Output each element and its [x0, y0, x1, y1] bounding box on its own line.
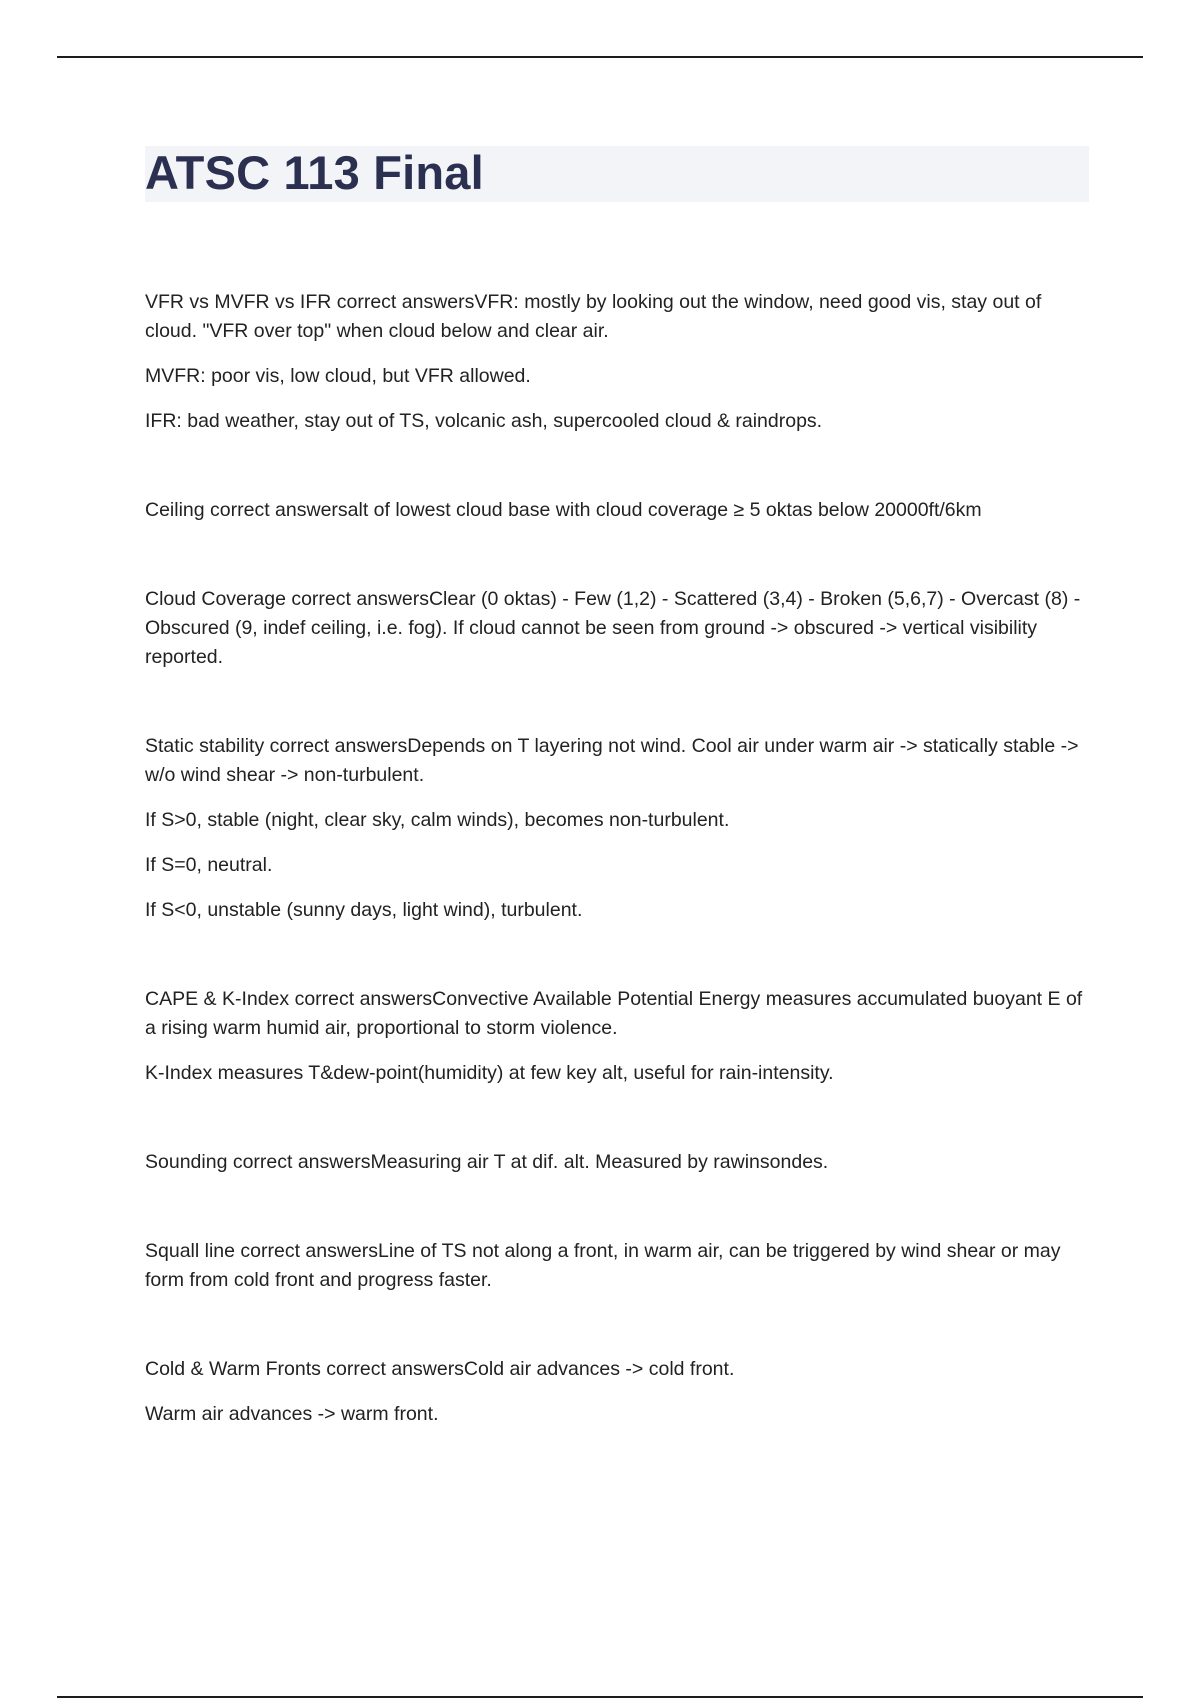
- paragraph: CAPE & K-Index correct answersConvective Available Potential Energy measures accumulated buoyant E of a rising warm humid air, proportional to storm violence.: [145, 988, 1083, 1039]
- document-title: ATSC 113 Final: [145, 146, 484, 199]
- footer-rule: [57, 1696, 1143, 1698]
- paragraph: Cloud Coverage correct answersClear (0 oktas) - Few (1,2) - Scattered (3,4) - Broken (5,6,7) - Overcast (8) - Obscured (9, indef ceiling, i.e. fog). If cloud cannot be seen from ground -> obscured -> vertical visibility reported.: [145, 588, 1081, 668]
- entry-ceiling: [145, 496, 1090, 525]
- paragraph: VFR vs MVFR vs IFR correct answersVFR: mostly by looking out the window, need good vis, stay out of cloud. "VFR over top" when cloud below and clear air.: [145, 291, 1042, 342]
- paragraph: If S=0, neutral.: [145, 854, 273, 876]
- entry-static-stability: [145, 732, 1090, 925]
- paragraph: MVFR: poor vis, low cloud, but VFR allowed.: [145, 365, 531, 387]
- paragraph: If S>0, stable (night, clear sky, calm winds), becomes non-turbulent.: [145, 809, 730, 831]
- entry-flight-rules: [145, 288, 1090, 436]
- entry-fronts: [145, 1355, 1090, 1429]
- entry-cape-k-index: [145, 985, 1090, 1088]
- entry-squall-line: [145, 1237, 1090, 1295]
- paragraph: Static stability correct answersDepends on T layering not wind. Cool air under warm air -> statically stable -> w/o wind shear -> non-turbulent.: [145, 735, 1079, 786]
- entry-sounding: [145, 1148, 1090, 1177]
- paragraph: Warm air advances -> warm front.: [145, 1403, 439, 1425]
- paragraph: IFR: bad weather, stay out of TS, volcanic ash, supercooled cloud & raindrops.: [145, 410, 823, 432]
- document-body: [145, 288, 1090, 1489]
- paragraph: Cold & Warm Fronts correct answersCold air advances -> cold front.: [145, 1358, 735, 1380]
- entry-cloud-coverage: [145, 585, 1090, 672]
- header-rule: [57, 56, 1143, 58]
- paragraph: K-Index measures T&dew-point(humidity) at few key alt, useful for rain-intensity.: [145, 1062, 834, 1084]
- paragraph: Squall line correct answersLine of TS not along a front, in warm air, can be triggered by wind shear or may form from cold front and progress faster.: [145, 1240, 1061, 1291]
- paragraph: If S<0, unstable (sunny days, light wind), turbulent.: [145, 899, 583, 921]
- paragraph: Ceiling correct answersalt of lowest cloud base with cloud coverage ≥ 5 oktas below 20000ft/6km: [145, 499, 982, 521]
- paragraph: Sounding correct answersMeasuring air T at dif. alt. Measured by rawinsondes.: [145, 1151, 829, 1173]
